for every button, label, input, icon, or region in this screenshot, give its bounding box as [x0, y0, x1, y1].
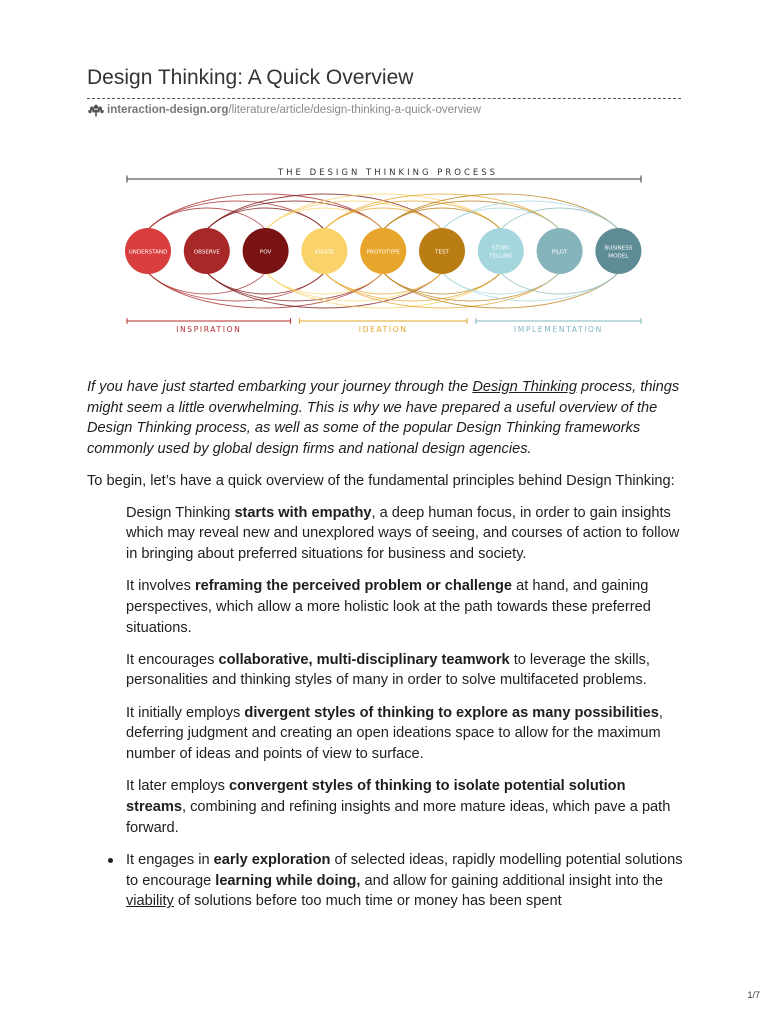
- intro-paragraph: [87, 377, 687, 460]
- principle-text: of selected ideas, rapidly modelling potential solutions to encourage: [126, 851, 683, 889]
- stage-label: TEST: [435, 249, 449, 256]
- principle-text: It encourages: [126, 651, 219, 668]
- principle-emphasis: collaborative, multi-disciplinary teamwork: [218, 651, 510, 668]
- principles-list: [87, 503, 687, 912]
- stage-observe: [184, 228, 230, 274]
- stage-pilot: [537, 228, 583, 274]
- principle-text: of solutions before too much time or money has been spent: [173, 893, 562, 910]
- stage-ideate: [301, 228, 347, 274]
- principle-text: at hand, and gaining perspectives, which allow a more holistic look at the path towards these preferred situations.: [126, 578, 651, 636]
- stage-label: PROTOTYPE: [366, 249, 400, 256]
- design-thinking-process-diagram: [120, 160, 650, 340]
- page-title: Design Thinking: A Quick Overview: [87, 66, 414, 89]
- stage-pov: [243, 228, 289, 274]
- phase-implementation: [476, 318, 641, 334]
- source-url[interactable]: [87, 103, 481, 117]
- stage-label: MODEL: [608, 253, 629, 260]
- stage-label: TELLING: [489, 253, 513, 260]
- viability-link[interactable]: viability: [126, 893, 174, 910]
- principle-item: [126, 503, 687, 565]
- phase-label: INSPIRATION: [176, 325, 242, 334]
- principle-text: to leverage the skills, personalities and thinking styles of many in order to solve multifaceted problems.: [126, 651, 650, 689]
- principle-emphasis: convergent styles of thinking to isolate potential solution streams: [126, 778, 626, 815]
- principle-text: It initially employs: [126, 704, 245, 721]
- principle-item: [126, 650, 687, 691]
- title-divider: [87, 98, 681, 99]
- phase-ideation: [299, 318, 467, 334]
- stage-label: BUSINESS: [604, 245, 633, 252]
- page-number: 1/7: [747, 990, 760, 1000]
- stage-label: PILOT: [551, 249, 568, 256]
- principle-text: , combining and refining insights and more mature ideas, which pave a path forward.: [126, 798, 671, 836]
- lead-paragraph: To begin, let’s have a quick overview of the fundamental principles behind Design Thinking:: [87, 472, 675, 489]
- principle-emphasis: starts with empathy: [234, 504, 372, 521]
- principle-emphasis: divergent styles of thinking to explore as many possibilities: [244, 704, 659, 721]
- design-thinking-link[interactable]: Design Thinking: [472, 379, 577, 395]
- principle-emphasis: learning while doing,: [215, 872, 361, 889]
- principle-text: It involves: [126, 578, 195, 595]
- stage-label: POV: [259, 249, 272, 256]
- diagram-stages: [125, 228, 641, 274]
- tree-logo-icon: [87, 103, 105, 117]
- principle-item: [126, 576, 687, 638]
- principle-text: , deferring judgment and creating an open ideations space to allow for the maximum number of ideas and points of view to surface.: [126, 704, 663, 763]
- diagram-title: THE DESIGN THINKING PROCESS: [277, 168, 499, 178]
- source-domain: interaction-design.org: [107, 104, 229, 116]
- stage-prototype: [360, 228, 406, 274]
- stage-understand: [125, 228, 171, 274]
- principle-item: [126, 776, 687, 838]
- principle-text: It engages in: [126, 851, 214, 868]
- stage-label: IDEATE: [314, 249, 335, 256]
- stage-label: OBSERVE: [193, 249, 220, 256]
- stage-label: STORY: [491, 245, 510, 252]
- stage-story-telling: [478, 228, 524, 274]
- source-path: /literature/article/design-thinking-a-quick-overview: [228, 104, 481, 116]
- phase-label: IMPLEMENTATION: [513, 325, 603, 334]
- article-body: [87, 377, 687, 923]
- stage-test: [419, 228, 465, 274]
- principle-text: It later employs: [126, 778, 230, 795]
- diagram-phases: [127, 318, 641, 334]
- principle-text: Design Thinking: [126, 504, 235, 521]
- stage-label: UNDERSTAND: [128, 249, 168, 256]
- principle-item-bulleted: [126, 850, 687, 912]
- phase-label: IDEATION: [358, 325, 408, 334]
- principle-text: and allow for gaining additional insight into the: [360, 872, 664, 889]
- principle-text: , a deep human focus, in order to gain insights which may reveal new and unexplored ways of seeing, and courses of action to follow in bringing about preferred situations for business and society.: [126, 504, 680, 562]
- principle-emphasis: reframing the perceived problem or challenge: [194, 578, 513, 595]
- phase-inspiration: [127, 318, 291, 334]
- intro-text-start: If you have just started embarking your journey through the: [87, 379, 473, 395]
- stage-business-model: [595, 228, 641, 274]
- intro-text-end: process, things might seem a little overwhelming. This is why we have prepared a useful overview of the Design Thinking process, as well as some of the popular Design Thinking frameworks commonly used by global design firms and national design agencies.: [87, 379, 680, 458]
- principle-emphasis: early exploration: [213, 851, 331, 868]
- principle-item: [126, 703, 687, 765]
